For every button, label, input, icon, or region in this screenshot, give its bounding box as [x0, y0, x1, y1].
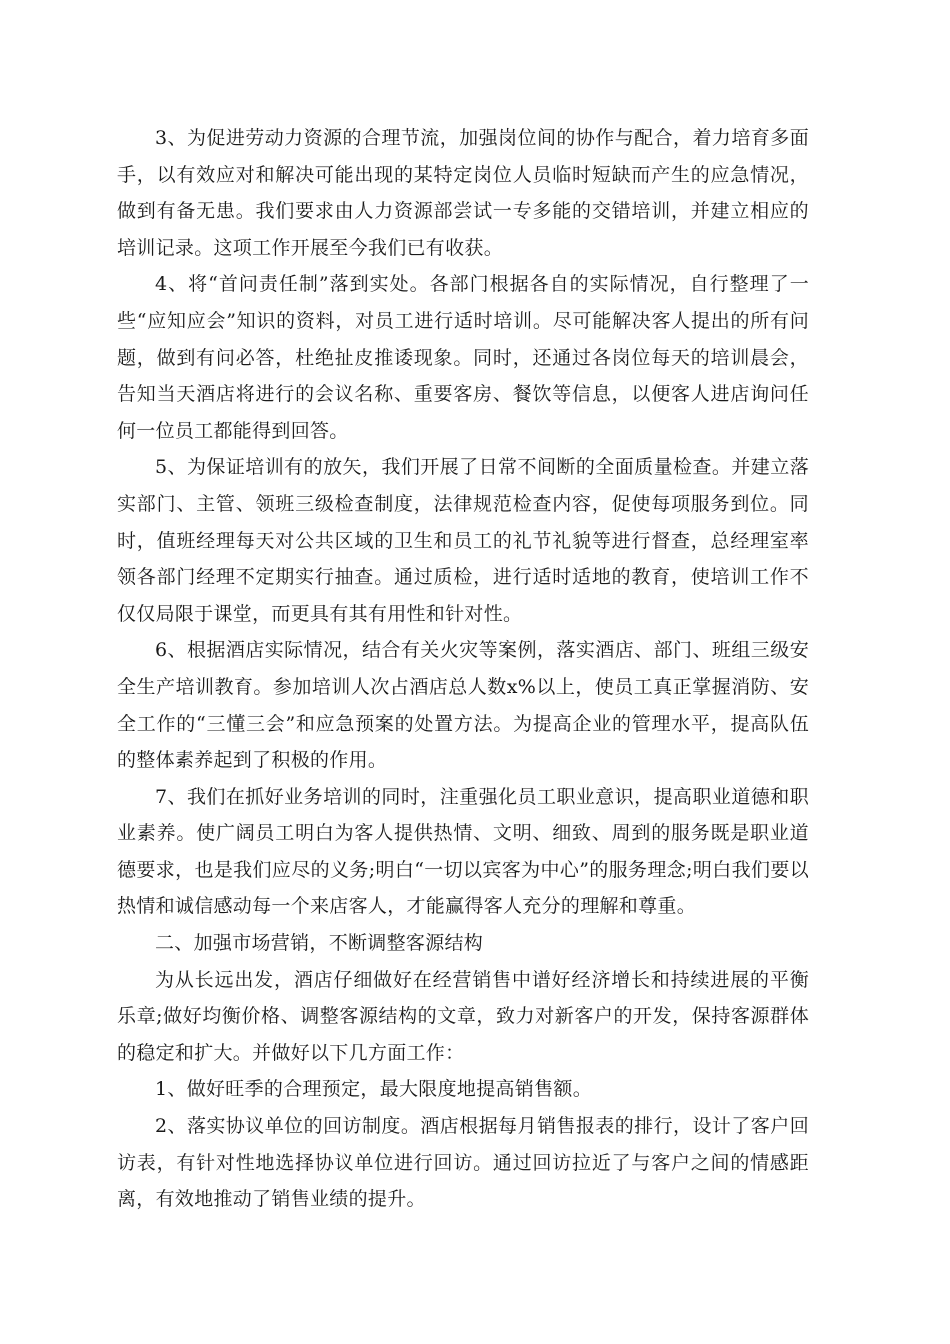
paragraph-item-7: 7、我们在抓好业务培训的同时，注重强化员工职业意识，提高职业道德和职业素养。使广阔员工明白为客人提供热情、文明、细致、周到的服务既是职业道德要求，也是我们应尽的义务;明白“一切以宾客为中心”的服务理念;明白我们要以热情和诚信感动每一个来店客人，才能赢得客人充分的理解和尊重。	[117, 785, 809, 918]
paragraph-item-1: 1、做好旺季的合理预定，最大限度地提高销售额。	[155, 1078, 592, 1101]
paragraph-item-2: 2、落实协议单位的回访制度。酒店根据每月销售报表的排行，设计了客户回访表，有针对性地选择协议单位进行回访。通过回访拉近了与客户之间的情感距离，有效地推动了销售业绩的提升。	[117, 1115, 809, 1211]
paragraph-item-6: 6、根据酒店实际情况，结合有关火灾等案例，落实酒店、部门、班组三级安全生产培训教育。参加培训人次占酒店总人数x%以上，使员工真正掌握消防、安全工作的“三懂三会”和应急预案的处置方法。为提高企业的管理水平，提高队伍的整体素养起到了积极的作用。	[117, 639, 809, 772]
section-intro-paragraph: 为从长远出发，酒店仔细做好在经营销售中谱好经济增长和持续进展的平衡乐章;做好均衡价格、调整客源结构的文章，致力对新客户的开发，保持客源群体的稳定和扩大。并做好以下几方面工作：	[117, 968, 809, 1064]
section-heading: 二、加强市场营销，不断调整客源结构	[155, 932, 484, 955]
document-body	[117, 120, 809, 1218]
paragraph-item-4: 4、将“首问责任制”落到实处。各部门根据各自的实际情况，自行整理了一些“应知应会”知识的资料，对员工进行适时培训。尽可能解决客人提出的所有问题，做到有问必答，杜绝扯皮推诿现象。同时，还通过各岗位每天的培训晨会，告知当天酒店将进行的会议名称、重要客房、餐饮等信息，以便客人进店询问任何一位员工都能得到回答。	[117, 273, 809, 442]
paragraph-item-5: 5、为保证培训有的放矢，我们开展了日常不间断的全面质量检查。并建立落实部门、主管、领班三级检查制度，法律规范检查内容，促使每项服务到位。同时，值班经理每天对公共区域的卫生和员工的礼节礼貌等进行督查，总经理室率领各部门经理不定期实行抽查。通过质检，进行适时适地的教育，使培训工作不仅仅局限于课堂，而更具有其有用性和针对性。	[117, 456, 809, 625]
paragraph-item-3: 3、为促进劳动力资源的合理节流，加强岗位间的协作与配合，着力培育多面手，以有效应对和解决可能出现的某特定岗位人员临时短缺而产生的应急情况，做到有备无患。我们要求由人力资源部尝试一专多能的交错培训，并建立相应的培训记录。这项工作开展至今我们已有收获。	[117, 127, 809, 259]
